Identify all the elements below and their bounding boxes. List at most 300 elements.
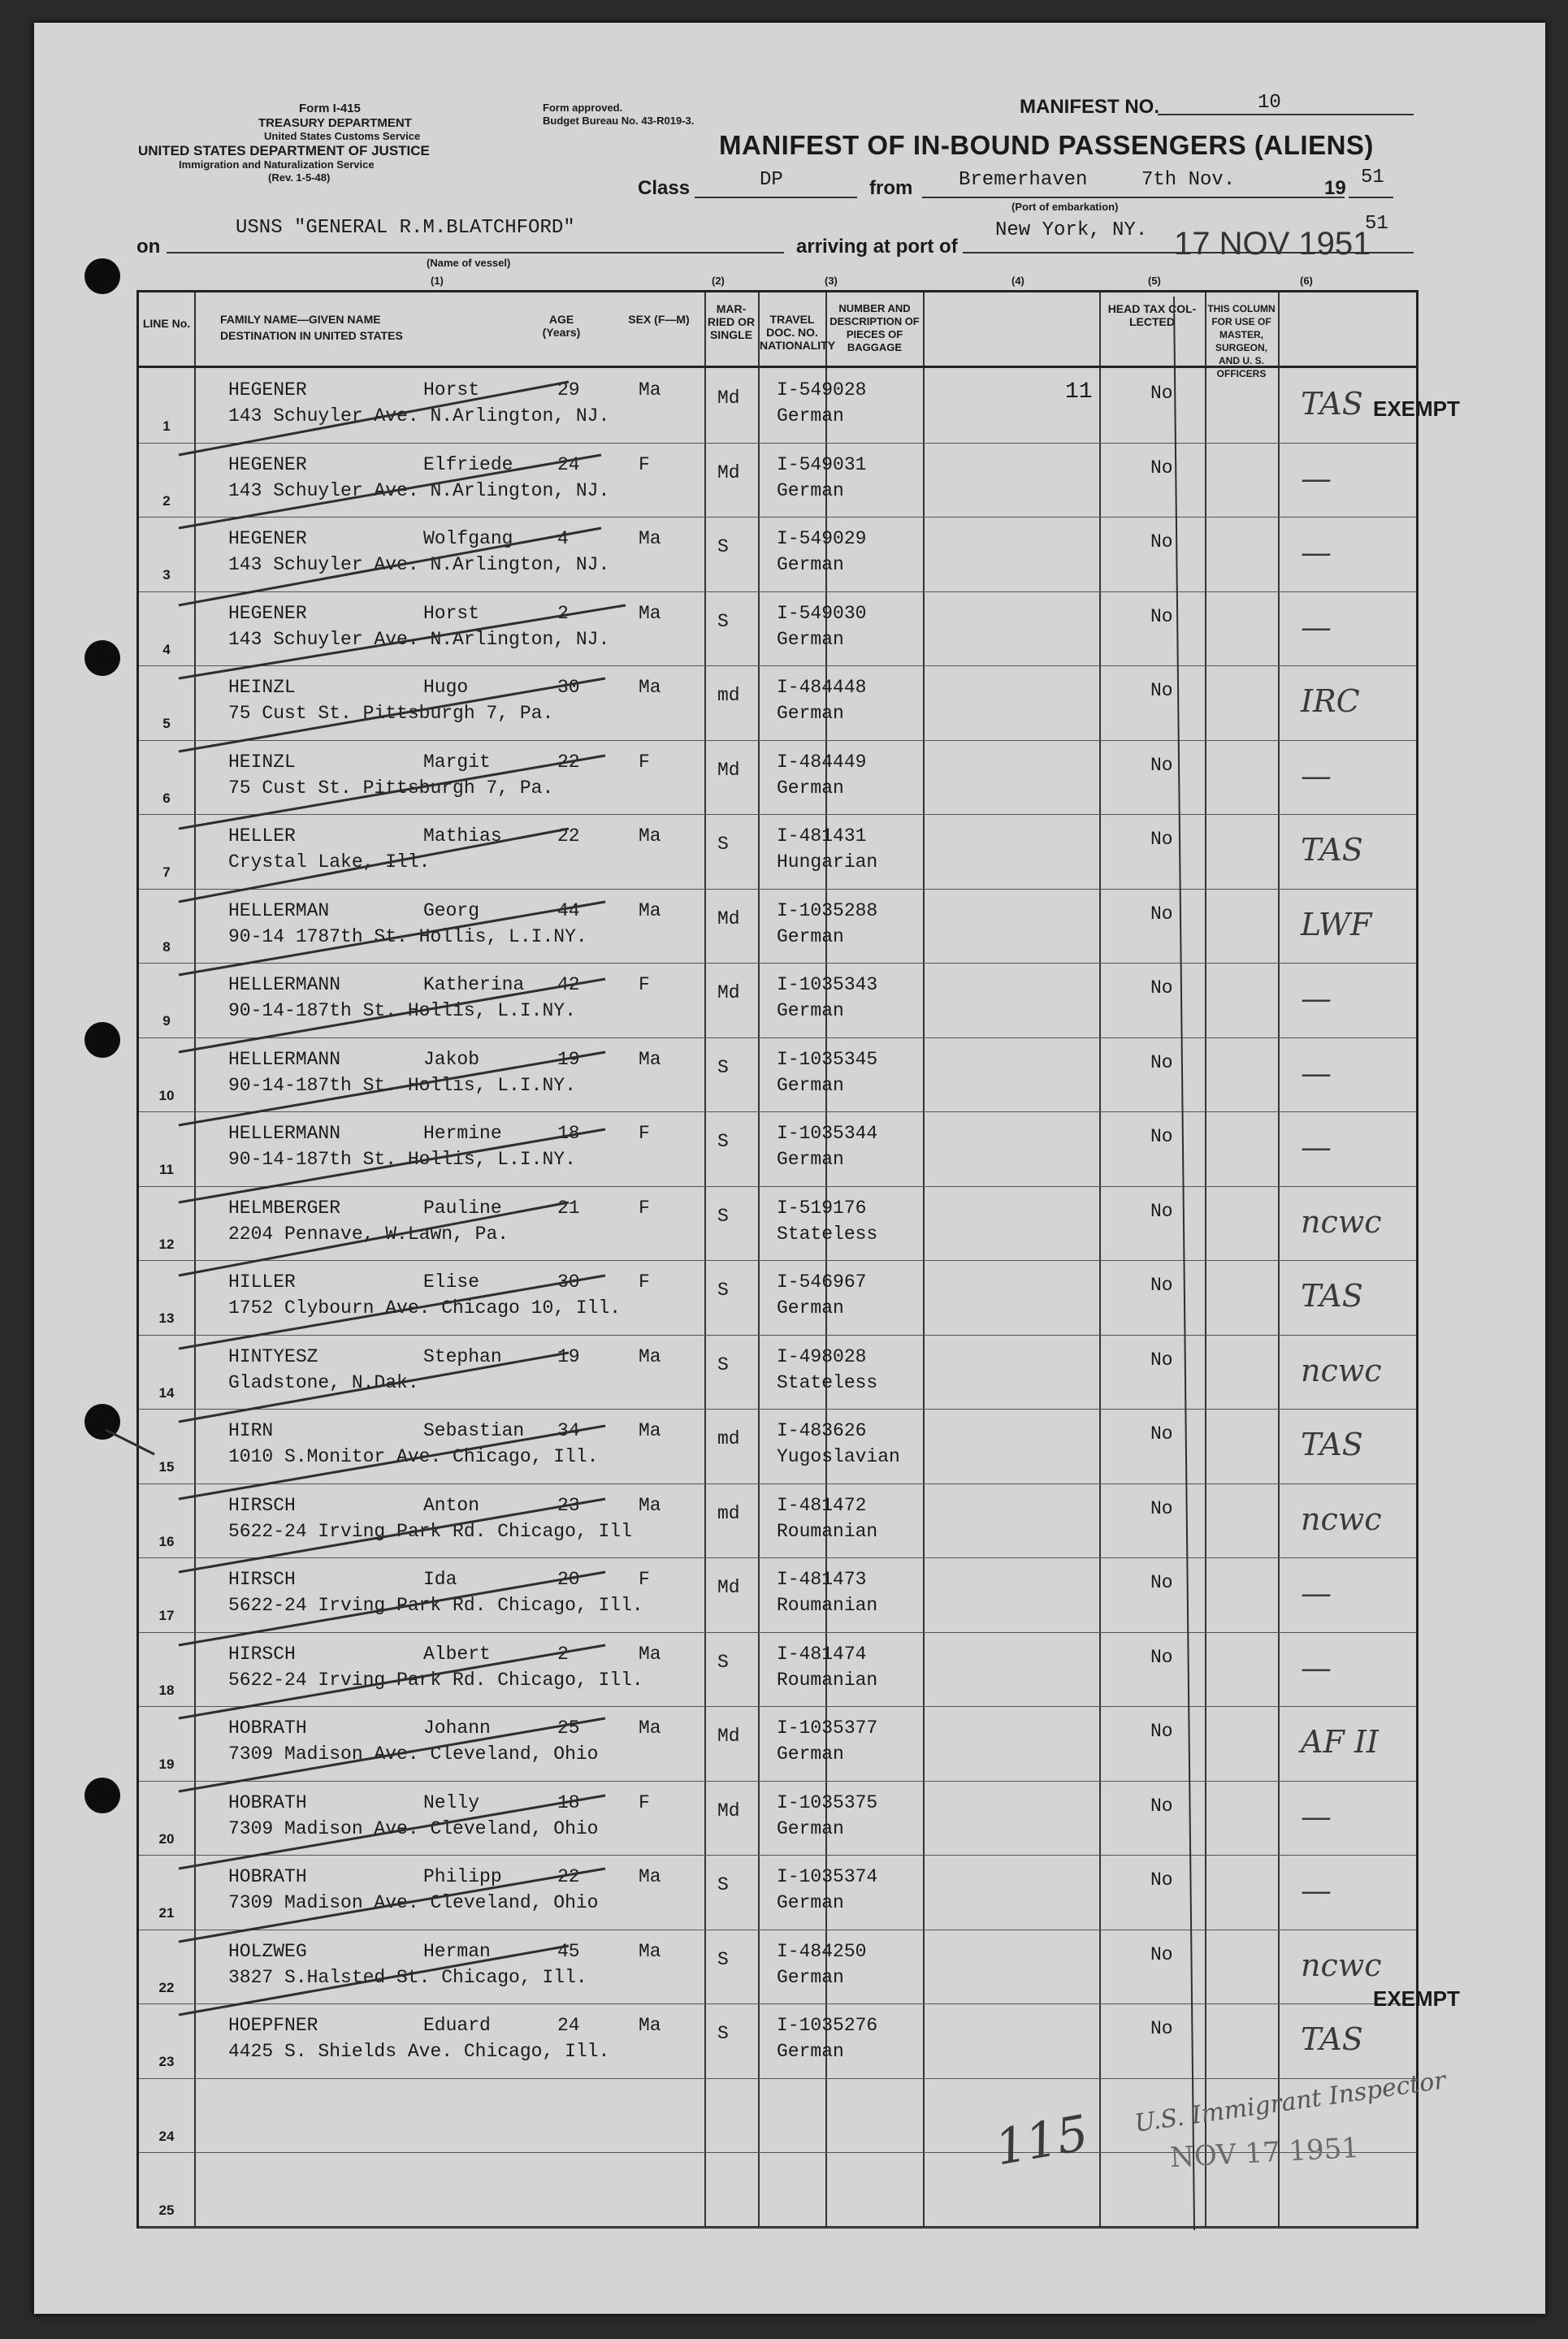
nationality: German [777, 1297, 844, 1319]
nationality: German [777, 2041, 844, 2062]
travel-doc-no: I-498028 [777, 1345, 867, 1367]
age: 23 [557, 1494, 580, 1516]
officer-note: — [1301, 460, 1332, 496]
arrival-year: 51 [1365, 213, 1388, 235]
family-name: HELMBERGER [228, 1197, 341, 1219]
header-married: MAR-RIED OR SINGLE [707, 302, 756, 341]
head-tax: No [1150, 1721, 1173, 1742]
travel-doc-no: I-1035343 [777, 974, 878, 995]
nationality: Yugoslavian [777, 1446, 900, 1467]
age: 20 [557, 1569, 580, 1590]
destination: 90-14 1787th St. Hollis, L.I.NY. [228, 925, 587, 947]
family-name: HIRSCH [228, 1569, 296, 1590]
marital-status: md [717, 685, 740, 706]
officer-note: TAS [1301, 1278, 1363, 1314]
exempt-stamp: EXEMPT [1373, 1986, 1460, 2011]
marital-status: S [717, 1205, 729, 1227]
given-name: Mathias [423, 825, 502, 847]
head-tax: No [1150, 2018, 1173, 2039]
col-num-1: (1) [431, 275, 444, 287]
travel-doc-no: I-484250 [777, 1940, 867, 1962]
travel-doc-no: I-483626 [777, 1420, 867, 1441]
destination: 75 Cust St. Pittsburgh 7, Pa. [228, 703, 554, 724]
marital-status: md [717, 1502, 740, 1524]
col-num-4: (4) [1011, 275, 1024, 287]
col-num-6: (6) [1300, 275, 1313, 287]
given-name: Johann [423, 1717, 491, 1739]
line-number: 19 [158, 1756, 175, 1772]
nationality: German [777, 554, 844, 575]
age: 2 [557, 602, 569, 624]
officer-note: — [1301, 981, 1332, 1016]
travel-doc-no: I-1035374 [777, 1866, 878, 1887]
vessel-caption: (Name of vessel) [427, 257, 511, 269]
line-number: 8 [162, 938, 171, 955]
header-officers: THIS COLUMN FOR USE OF MASTER, SURGEON, AND U. S. OFFICERS [1207, 303, 1276, 379]
sex: Ma [639, 528, 661, 549]
marital-status: Md [717, 759, 740, 781]
family-name: HOEPFNER [228, 2015, 318, 2036]
destination: 5622-24 Irving Park Rd. Chicago, Ill. [228, 1669, 643, 1691]
officer-note: IRC [1301, 683, 1360, 719]
marital-status: Md [717, 1800, 740, 1821]
line-number: 4 [162, 641, 171, 657]
destination: 143 Schuyler Ave. N.Arlington, NJ. [228, 628, 610, 650]
head-tax: No [1150, 1497, 1173, 1519]
officer-note: TAS [1301, 1427, 1363, 1462]
col-num-3: (3) [825, 275, 838, 287]
destination: 90-14-187th St. Hollis, L.I.NY. [228, 1000, 576, 1021]
form-approved: Form approved. [543, 102, 623, 114]
nationality: German [777, 1743, 844, 1765]
sex: Ma [639, 2015, 661, 2036]
budget-bureau: Budget Bureau No. 43-R019-3. [543, 115, 695, 127]
travel-doc-no: I-481473 [777, 1569, 867, 1590]
age: 19 [557, 1048, 580, 1070]
age: 29 [557, 379, 580, 401]
age: 34 [557, 1420, 580, 1441]
arrival-date-stamp: 17 NOV 1951 [1174, 226, 1371, 262]
line-number: 21 [158, 1905, 175, 1921]
line-number: 5 [162, 716, 171, 731]
age: 18 [557, 1791, 580, 1813]
family-name: HEGENER [228, 528, 307, 549]
age: 45 [557, 1940, 580, 1962]
nationality: Roumanian [777, 1669, 878, 1691]
given-name: Jakob [423, 1048, 480, 1070]
nationality: Stateless [777, 1371, 878, 1393]
destination: 143 Schuyler Ave. N.Arlington, NJ. [228, 554, 610, 575]
head-tax: No [1150, 1275, 1173, 1296]
nationality: German [777, 628, 844, 650]
travel-doc-no: I-549029 [777, 528, 867, 549]
given-name: Horst [423, 379, 480, 401]
marital-status: S [717, 536, 729, 557]
family-name: HEINZL [228, 677, 296, 698]
family-name: HEINZL [228, 751, 296, 773]
nationality: German [777, 405, 844, 427]
age: 19 [557, 1345, 580, 1367]
line-number: 13 [158, 1310, 175, 1326]
marital-status: S [717, 1056, 729, 1078]
line-number: 14 [158, 1384, 175, 1401]
sex: Ma [639, 825, 661, 847]
sex: Ma [639, 379, 661, 401]
travel-doc-no: I-481474 [777, 1643, 867, 1665]
header-travel-doc: TRAVEL DOC. NO. NATIONALITY [760, 313, 836, 352]
destination: 1010 S.Monitor Ave. Chicago, Ill. [228, 1446, 599, 1467]
head-tax: No [1150, 1051, 1173, 1073]
destination: 5622-24 Irving Park Rd. Chicago, Ill. [228, 1595, 643, 1616]
form-revision: (Rev. 1-5-48) [268, 171, 331, 184]
head-tax: No [1150, 1572, 1173, 1593]
line-number: 6 [162, 790, 171, 806]
family-name: HOBRATH [228, 1791, 307, 1813]
line-number: 12 [158, 1236, 175, 1252]
sex: Ma [639, 1643, 661, 1665]
marital-status: Md [717, 1726, 740, 1747]
age: 22 [557, 751, 580, 773]
nationality: Roumanian [777, 1520, 878, 1542]
nationality: German [777, 1817, 844, 1839]
class-label: Class [638, 177, 691, 199]
line-number: 22 [158, 1979, 175, 1995]
head-tax: No [1150, 1646, 1173, 1668]
given-name: Sebastian [423, 1420, 525, 1441]
head-tax: No [1150, 680, 1173, 701]
check-mark [179, 382, 569, 455]
travel-doc-no: I-1035345 [777, 1048, 878, 1070]
arrival-port: New York, NY. [995, 219, 1148, 241]
sex: F [639, 974, 650, 995]
nationality: German [777, 1892, 844, 1913]
customs-service: United States Customs Service [264, 130, 421, 142]
marital-status: S [717, 834, 729, 855]
head-tax: No [1150, 1349, 1173, 1371]
destination: 75 Cust St. Pittsburgh 7, Pa. [228, 777, 554, 799]
age: 22 [557, 1866, 580, 1887]
travel-doc-no: I-484449 [777, 751, 867, 773]
line-number: 20 [158, 1830, 175, 1847]
marital-status: S [717, 1280, 729, 1301]
line-number: 1 [162, 418, 171, 434]
family-name: HIRSCH [228, 1494, 296, 1516]
head-tax: No [1150, 531, 1173, 552]
header-sex: SEX (F—M) [628, 313, 690, 326]
head-tax: No [1150, 1200, 1173, 1222]
age: 18 [557, 1123, 580, 1144]
age: 2 [557, 1643, 569, 1665]
sex: F [639, 1123, 650, 1144]
destination: 7309 Madison Ave. Cleveland, Ohio [228, 1817, 599, 1839]
age: 25 [557, 1717, 580, 1739]
marital-status: S [717, 610, 729, 632]
family-name: HEGENER [228, 453, 307, 475]
officer-note: ncwc [1301, 1947, 1382, 1983]
travel-doc-no: I-549031 [777, 453, 867, 475]
marital-status: S [717, 1874, 729, 1895]
header-age: AGE (Years) [542, 313, 581, 339]
travel-doc-no: I-1035288 [777, 899, 878, 921]
travel-doc-no: I-1035344 [777, 1123, 878, 1144]
travel-doc-no: I-484448 [777, 677, 867, 698]
given-name: Margit [423, 751, 491, 773]
inspector-date-stamp: NOV 17 1951 [1169, 2131, 1360, 2175]
destination: 143 Schuyler Ave. N.Arlington, NJ. [228, 405, 610, 427]
from-label: from [869, 177, 913, 199]
sex: Ma [639, 1940, 661, 1962]
given-name: Nelly [423, 1791, 480, 1813]
head-tax: No [1150, 903, 1173, 925]
given-name: Ida [423, 1569, 457, 1590]
age: 24 [557, 453, 580, 475]
family-name: HIRSCH [228, 1643, 296, 1665]
head-tax: No [1150, 1943, 1173, 1965]
sex: Ma [639, 1345, 661, 1367]
marital-status: Md [717, 388, 740, 409]
destination: 1752 Clybourn Ave. Chicago 10, Ill. [228, 1297, 622, 1319]
line-number: 2 [162, 492, 171, 509]
sex: Ma [639, 602, 661, 624]
line-number: 17 [158, 1608, 175, 1623]
family-name: HILLER [228, 1271, 296, 1293]
given-name: Horst [423, 602, 480, 624]
marital-status: S [717, 2023, 729, 2044]
officer-note: ncwc [1301, 1501, 1382, 1537]
given-name: Philipp [423, 1866, 502, 1887]
travel-doc-no: I-519176 [777, 1197, 867, 1219]
officer-note: LWF [1301, 906, 1372, 942]
year-prefix: 19 [1324, 177, 1346, 199]
port-embark-caption: (Port of embarkation) [1011, 201, 1119, 213]
age: 30 [557, 677, 580, 698]
destination: 90-14-187th St. Hollis, L.I.NY. [228, 1149, 576, 1170]
age: 22 [557, 825, 580, 847]
nationality: Hungarian [777, 851, 878, 873]
line-number: 18 [158, 1682, 175, 1698]
inspector-stamp: U.S. Immigrant Inspector [1133, 2066, 1448, 2138]
marital-status: md [717, 1428, 740, 1449]
destination: 7309 Madison Ave. Cleveland, Ohio [228, 1892, 599, 1913]
destination: 3827 S.Halsted St. Chicago, Ill. [228, 1966, 587, 1988]
travel-doc-no: I-481431 [777, 825, 867, 847]
head-tax: No [1150, 829, 1173, 850]
family-name: HELLERMANN [228, 1048, 341, 1070]
sex: Ma [639, 1048, 661, 1070]
head-tax: No [1150, 1423, 1173, 1445]
given-name: Katherina [423, 974, 525, 995]
travel-doc-no: I-549030 [777, 602, 867, 624]
officer-note: — [1301, 757, 1332, 794]
destination: 5622-24 Irving Park Rd. Chicago, Ill [228, 1520, 632, 1542]
given-name: Stephan [423, 1345, 502, 1367]
age: 24 [557, 2015, 580, 2036]
age: 42 [557, 974, 580, 995]
travel-doc-no: I-481472 [777, 1494, 867, 1516]
nationality: Stateless [777, 1223, 878, 1245]
sex: F [639, 1197, 650, 1219]
ins-service: Immigration and Naturalization Service [179, 158, 375, 171]
family-name: HEGENER [228, 602, 307, 624]
officer-note: TAS [1301, 832, 1363, 868]
travel-doc-no: I-549028 [777, 379, 867, 401]
travel-doc-no: I-1035377 [777, 1717, 878, 1739]
head-tax: No [1150, 1126, 1173, 1147]
family-name: HELLERMAN [228, 899, 330, 921]
manifest-no-label: MANIFEST NO. [1020, 96, 1159, 118]
family-name: HELLERMANN [228, 974, 341, 995]
officer-note: — [1301, 1055, 1332, 1091]
header-destination: DESTINATION IN UNITED STATES [220, 329, 403, 342]
age: 30 [557, 1271, 580, 1293]
travel-doc-no: I-546967 [777, 1271, 867, 1293]
given-name: Wolfgang [423, 528, 513, 549]
marital-status: S [717, 1651, 729, 1673]
age: 44 [557, 899, 580, 921]
header-line-no: LINE No. [142, 317, 191, 330]
sex: F [639, 453, 650, 475]
given-name: Hermine [423, 1123, 502, 1144]
line-number: 23 [158, 2054, 175, 2069]
line-number: 7 [162, 864, 171, 880]
officer-note: — [1301, 1873, 1332, 1908]
destination: 2204 Pennave, W.Lawn, Pa. [228, 1223, 509, 1245]
justice-dept: UNITED STATES DEPARTMENT OF JUSTICE [138, 143, 430, 158]
arriving-label: arriving at port of [796, 236, 958, 258]
col-num-2: (2) [712, 275, 725, 287]
nationality: German [777, 1000, 844, 1021]
sex: F [639, 1271, 650, 1293]
officer-note: AF II [1301, 1724, 1379, 1760]
family-name: HINTYESZ [228, 1345, 318, 1367]
nationality: German [777, 703, 844, 724]
head-tax: No [1150, 1795, 1173, 1817]
sex: Ma [639, 677, 661, 698]
officer-note: — [1301, 609, 1332, 645]
line-number: 10 [158, 1087, 175, 1103]
destination: Gladstone, N.Dak. [228, 1371, 419, 1393]
given-name: Anton [423, 1494, 480, 1516]
form-number: Form I-415 [299, 102, 361, 115]
family-name: HIRN [228, 1420, 274, 1441]
on-label: on [136, 236, 161, 258]
line-number: 25 [158, 2203, 175, 2218]
family-name: HOLZWEG [228, 1940, 307, 1962]
age: 21 [557, 1197, 580, 1219]
marital-status: S [717, 1354, 729, 1375]
age: 4 [557, 528, 569, 549]
exempt-stamp: EXEMPT [1373, 396, 1460, 421]
sex: Ma [639, 1420, 661, 1441]
family-name: HEGENER [228, 379, 307, 401]
travel-doc-no: I-1035375 [777, 1791, 878, 1813]
given-name: Elise [423, 1271, 480, 1293]
sex: F [639, 751, 650, 773]
officer-note: ncwc [1301, 1203, 1382, 1240]
head-tax: No [1150, 383, 1173, 404]
vessel-name: USNS "GENERAL R.M.BLATCHFORD" [236, 217, 575, 239]
marital-status: Md [717, 461, 740, 483]
destination: 7309 Madison Ave. Cleveland, Ohio [228, 1743, 599, 1765]
nationality: German [777, 479, 844, 501]
baggage-count: 11 [1065, 379, 1093, 405]
family-name: HELLER [228, 825, 296, 847]
given-name: Georg [423, 899, 480, 921]
destination: Crystal Lake, Ill. [228, 851, 431, 873]
given-name: Albert [423, 1643, 491, 1665]
nationality: German [777, 925, 844, 947]
sex: Ma [639, 1866, 661, 1887]
destination: 143 Schuyler Ave. N.Arlington, NJ. [228, 479, 610, 501]
family-name: HOBRATH [228, 1717, 307, 1739]
given-name: Eduard [423, 2015, 491, 2036]
head-tax: No [1150, 977, 1173, 998]
given-name: Elfriede [423, 453, 513, 475]
officer-note: ncwc [1301, 1352, 1382, 1388]
line-number: 16 [158, 1533, 175, 1549]
sex: Ma [639, 899, 661, 921]
marital-status: Md [717, 982, 740, 1003]
nationality: German [777, 1149, 844, 1170]
header-head-tax: HEAD TAX COL-LECTED [1107, 302, 1197, 328]
nationality: German [777, 1074, 844, 1096]
family-name: HOBRATH [228, 1866, 307, 1887]
line-number: 15 [158, 1459, 175, 1475]
handwritten-count: 115 [990, 2104, 1093, 2177]
marital-status: S [717, 1131, 729, 1152]
nationality: Roumanian [777, 1595, 878, 1616]
travel-doc-no: I-1035276 [777, 2015, 878, 2036]
departure-date: 7th Nov. [1141, 169, 1236, 191]
nationality: German [777, 1966, 844, 1988]
year-suffix: 51 [1361, 167, 1384, 188]
col-num-5: (5) [1148, 275, 1161, 287]
head-tax: No [1150, 754, 1173, 776]
manifest-title: MANIFEST OF IN-BOUND PASSENGERS (ALIENS) [719, 130, 1374, 160]
given-name: Pauline [423, 1197, 502, 1219]
officer-note: — [1301, 1129, 1332, 1165]
head-tax: No [1150, 457, 1173, 479]
line-number: 3 [162, 567, 171, 583]
officer-note: TAS [1301, 386, 1363, 422]
header-baggage: NUMBER AND DESCRIPTION OF PIECES OF BAGGAGE [829, 302, 920, 353]
class-value: DP [760, 169, 783, 191]
officer-note: — [1301, 1649, 1332, 1686]
sex: F [639, 1791, 650, 1813]
officer-note: — [1301, 1575, 1332, 1611]
sex: Ma [639, 1717, 661, 1739]
sex: Ma [639, 1494, 661, 1516]
destination: 4425 S. Shields Ave. Chicago, Ill. [228, 2041, 610, 2062]
given-name: Herman [423, 1940, 491, 1962]
line-number: 11 [159, 1162, 174, 1177]
line-number: 9 [162, 1013, 171, 1029]
nationality: German [777, 777, 844, 799]
officer-note: TAS [1301, 2021, 1363, 2057]
given-name: Hugo [423, 677, 469, 698]
head-tax: No [1150, 605, 1173, 627]
sex: F [639, 1569, 650, 1590]
marital-status: Md [717, 907, 740, 929]
destination: 90-14-187th St. Hollis, L.I.NY. [228, 1074, 576, 1096]
head-tax: No [1150, 1869, 1173, 1891]
treasury-dept: TREASURY DEPARTMENT [258, 116, 412, 130]
marital-status: S [717, 1948, 729, 1970]
officer-note: — [1301, 1798, 1332, 1834]
family-name: HELLERMANN [228, 1123, 341, 1144]
marital-status: Md [717, 1577, 740, 1598]
header-name: FAMILY NAME—GIVEN NAME [220, 313, 381, 326]
